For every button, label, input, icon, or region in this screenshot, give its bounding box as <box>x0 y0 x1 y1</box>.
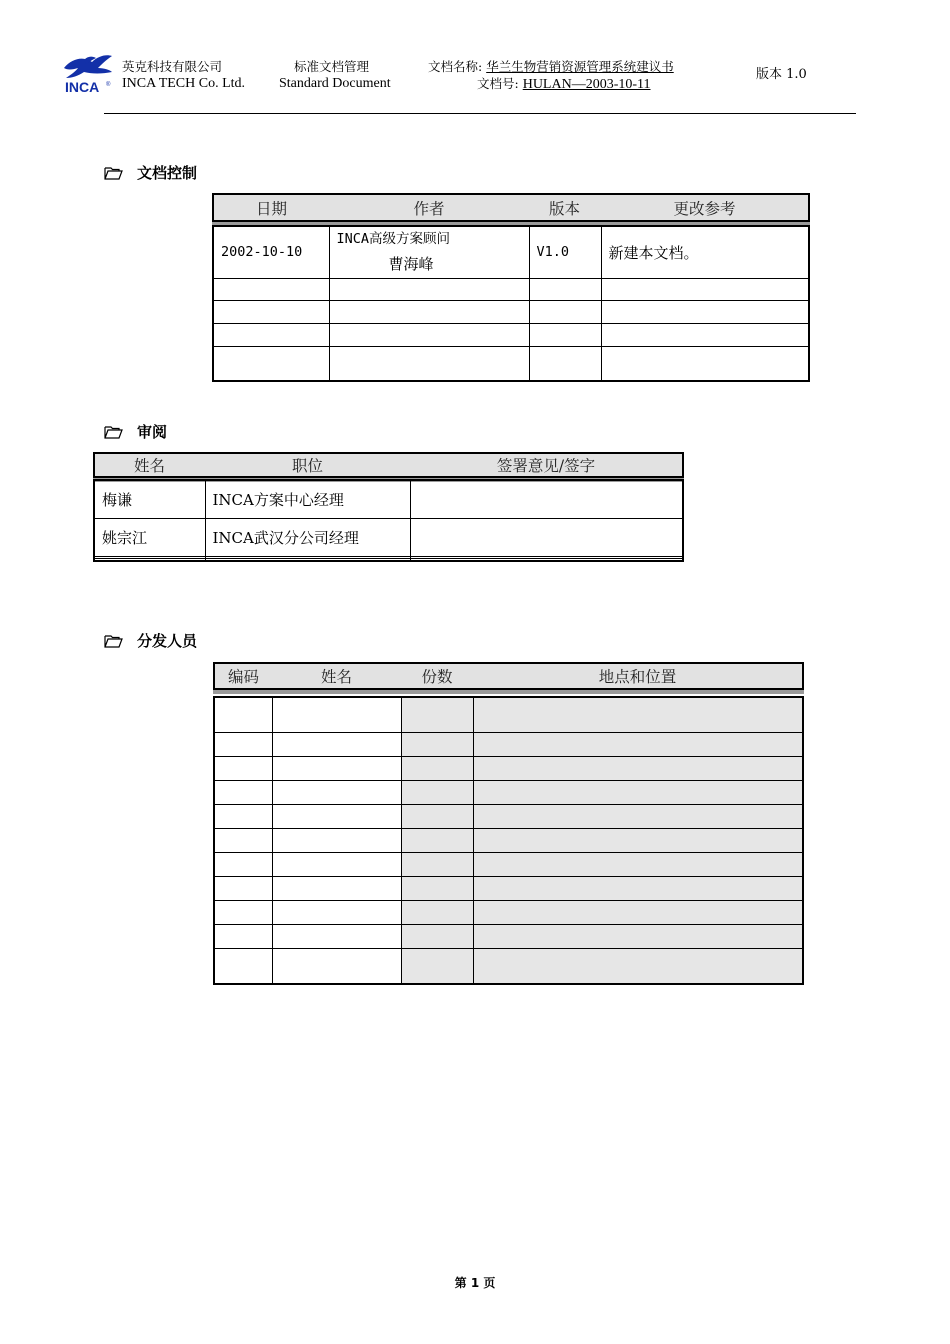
cell-comment <box>410 519 683 557</box>
table-row <box>213 347 809 381</box>
cell-position: INCA武汉分公司经理 <box>205 519 410 557</box>
section-title: 文档控制 <box>137 164 198 182</box>
col-header-position: 职位 <box>291 457 323 475</box>
cell-name: 姚宗江 <box>94 519 205 557</box>
table-row <box>213 301 809 324</box>
section-review <box>104 421 167 442</box>
table-row <box>94 558 683 561</box>
table-row <box>214 829 803 853</box>
inca-logo <box>62 54 114 96</box>
table-row <box>214 697 803 733</box>
col-header-copies: 份数 <box>421 668 453 686</box>
col-header-change: 更改参考 <box>673 199 736 218</box>
table-row <box>214 948 803 984</box>
version-label: 版本 1.0 <box>756 67 807 82</box>
table-row <box>214 924 803 948</box>
table-row <box>213 324 809 347</box>
cell-author <box>329 226 529 278</box>
svg-text:INCA: INCA <box>65 79 100 95</box>
company-name-en: INCA TECH Co. Ltd. <box>122 76 246 91</box>
table-row <box>214 852 803 876</box>
table-row <box>214 900 803 924</box>
doc-name-value: 华兰生物营销资源管理系统建议书 <box>486 59 674 74</box>
section-title: 审阅 <box>137 423 168 441</box>
distribution-table <box>213 696 804 985</box>
col-header-code: 编码 <box>227 668 259 686</box>
table-row <box>94 480 683 519</box>
doc-number <box>477 76 651 93</box>
doc-control-header <box>212 193 810 222</box>
col-header-name: 姓名 <box>134 457 166 475</box>
section-title: 分发人员 <box>137 632 198 650</box>
review-header <box>93 452 684 478</box>
author-title: INCA高级方案顾问 <box>336 231 451 248</box>
cell-comment <box>410 480 683 519</box>
company-name-cn: 英克科技有限公司 <box>122 59 223 74</box>
table-row <box>214 805 803 829</box>
cell-date: 2002-10-10 <box>213 226 329 278</box>
distribution-header <box>213 662 804 690</box>
table-row <box>213 278 809 301</box>
folder-icon <box>104 634 123 648</box>
author-name: 曹海峰 <box>388 255 434 274</box>
cell-change: 新建本文档。 <box>601 226 809 278</box>
cell-position: INCA方案中心经理 <box>205 480 410 519</box>
review-table <box>93 479 684 562</box>
col-header-comment: 签署意见/签字 <box>496 457 596 475</box>
doc-type-en: Standard Document <box>279 76 391 91</box>
col-header-version: 版本 <box>549 199 581 218</box>
doc-number-value: HULAN—2003-10-11 <box>522 77 651 92</box>
cell-version: V1.0 <box>529 226 601 278</box>
folder-icon <box>104 166 123 180</box>
table-row <box>214 757 803 781</box>
col-header-date: 日期 <box>256 199 288 218</box>
folder-icon <box>104 425 123 439</box>
table-row <box>214 781 803 805</box>
doc-control-table <box>212 225 810 382</box>
table-row <box>214 876 803 900</box>
col-header-author: 作者 <box>413 199 445 218</box>
table-row <box>94 519 683 557</box>
section-doc-control <box>104 162 197 183</box>
table-row <box>214 733 803 757</box>
col-header-location: 地点和位置 <box>598 668 677 686</box>
doc-name-label: 文档名称: <box>428 59 483 74</box>
section-distribution <box>104 630 197 651</box>
table-row <box>213 226 809 278</box>
page-number: 第 1 页 <box>454 1276 496 1290</box>
doc-name <box>428 59 678 75</box>
header-divider <box>104 113 856 114</box>
doc-type-cn: 标准文档管理 <box>294 59 370 74</box>
doc-number-label: 文档号: <box>477 76 519 91</box>
cell-name: 梅谦 <box>94 480 205 519</box>
col-header-name: 姓名 <box>320 668 352 686</box>
svg-text:®: ® <box>106 82 111 88</box>
